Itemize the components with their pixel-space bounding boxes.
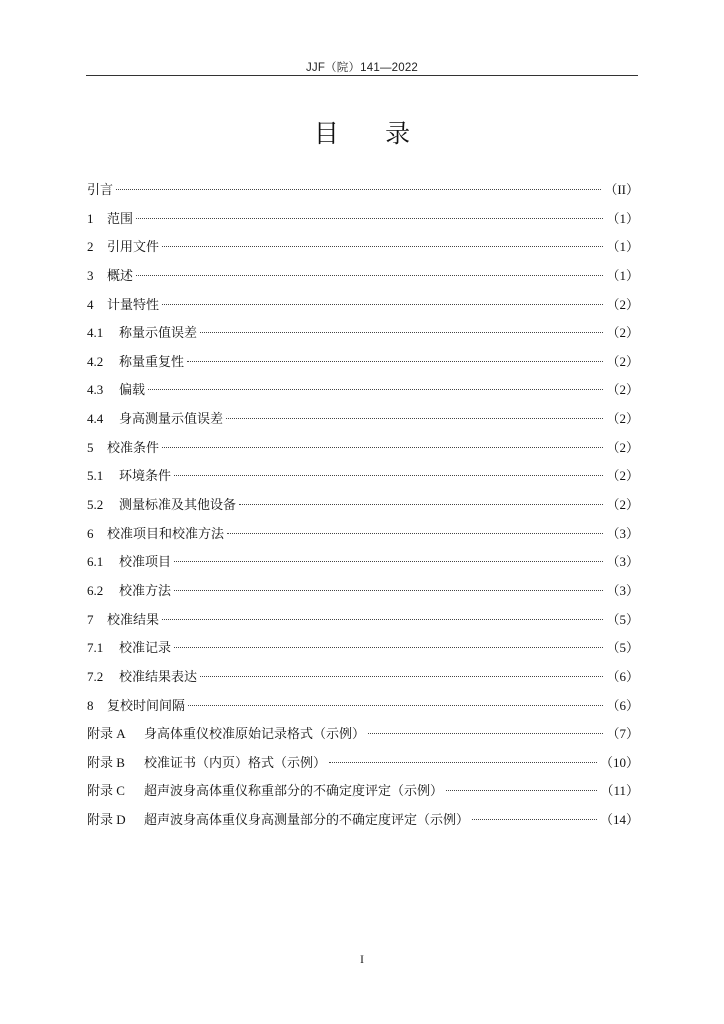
toc-entry-label bbox=[87, 810, 469, 830]
toc-entry-label bbox=[87, 380, 145, 400]
toc-entry-title: 引用文件 bbox=[107, 239, 160, 255]
toc-entry-title: 校准结果表达 bbox=[119, 668, 198, 684]
toc-leader bbox=[187, 361, 603, 362]
toc-entry-3[interactable] bbox=[87, 266, 639, 295]
toc-entry-1[interactable] bbox=[87, 209, 639, 238]
toc-entry-label bbox=[87, 781, 443, 801]
toc-entry-number: 1 bbox=[87, 210, 94, 226]
toc-entry-title: 称量重复性 bbox=[119, 353, 185, 369]
toc-entry-4-3[interactable] bbox=[87, 380, 639, 409]
toc-entry-4-1[interactable] bbox=[87, 323, 639, 352]
toc-leader bbox=[446, 790, 597, 791]
toc-entry-title: 校准条件 bbox=[107, 439, 160, 455]
toc-entry-number: 附录 B bbox=[87, 754, 125, 770]
toc-entry-title: 计量特性 bbox=[107, 296, 160, 312]
header-rule bbox=[86, 75, 638, 76]
toc-entry-label bbox=[87, 209, 133, 229]
toc-leader bbox=[200, 676, 603, 677]
toc-entry-title: 校准方法 bbox=[119, 582, 172, 598]
toc-entry-label bbox=[87, 667, 197, 687]
toc-entry-6[interactable] bbox=[87, 524, 639, 553]
toc-entry-number: 6 bbox=[87, 525, 94, 541]
toc-entry-7-2[interactable] bbox=[87, 667, 639, 696]
toc-entry-title: 校准项目和校准方法 bbox=[107, 525, 225, 541]
table-of-contents bbox=[87, 180, 639, 839]
toc-entry-page: （3） bbox=[606, 525, 639, 541]
toc-leader bbox=[227, 533, 603, 534]
toc-entry-label bbox=[87, 552, 171, 572]
toc-entry-page: （6） bbox=[606, 697, 639, 713]
toc-entry-number: 5 bbox=[87, 439, 94, 455]
toc-entry-title: 校准证书（内页）格式（示例） bbox=[144, 754, 327, 770]
toc-entry-page: （5） bbox=[606, 611, 639, 627]
toc-entry-appendix-b[interactable] bbox=[87, 753, 639, 782]
toc-entry-4-2[interactable] bbox=[87, 352, 639, 381]
toc-entry-label bbox=[87, 295, 159, 315]
toc-entry-number: 6.2 bbox=[87, 582, 104, 598]
toc-entry-label bbox=[87, 724, 365, 744]
toc-entry-5-1[interactable] bbox=[87, 466, 639, 495]
toc-entry-page: （5） bbox=[606, 640, 639, 656]
toc-entry-page: （3） bbox=[606, 582, 639, 598]
toc-entry-number: 4.1 bbox=[87, 325, 104, 341]
toc-entry-label bbox=[87, 352, 184, 372]
toc-leader bbox=[162, 619, 603, 620]
toc-entry-label bbox=[87, 409, 223, 429]
toc-entry-title: 身高体重仪校准原始记录格式（示例） bbox=[144, 726, 366, 742]
toc-entry-number: 4 bbox=[87, 296, 94, 312]
toc-leader bbox=[136, 275, 603, 276]
toc-entry-number: 5.1 bbox=[87, 468, 104, 484]
standard-code: JJF（院）141—2022 bbox=[305, 62, 419, 74]
toc-entry-4-4[interactable] bbox=[87, 409, 639, 438]
toc-entry-page: （14） bbox=[599, 812, 639, 828]
toc-entry-number: 附录 A bbox=[87, 726, 126, 742]
toc-entry-page: （2） bbox=[606, 411, 639, 427]
toc-entry-page: （II） bbox=[604, 182, 639, 197]
toc-entry-title: 称量示值误差 bbox=[119, 325, 198, 341]
toc-entry-appendix-a[interactable] bbox=[87, 724, 639, 753]
toc-entry-page: （2） bbox=[606, 497, 639, 513]
toc-leader bbox=[174, 647, 603, 648]
toc-entry-number: 5.2 bbox=[87, 497, 104, 513]
toc-entry-5-2[interactable] bbox=[87, 495, 639, 524]
toc-entry-8[interactable] bbox=[87, 696, 639, 725]
toc-entry-label bbox=[87, 438, 159, 458]
toc-entry-label bbox=[87, 524, 224, 544]
toc-entry-page: （2） bbox=[606, 439, 639, 455]
toc-entry-number: 4.4 bbox=[87, 411, 104, 427]
toc-entry-2[interactable] bbox=[87, 237, 639, 266]
toc-leader bbox=[162, 246, 603, 247]
toc-entry-number: 6.1 bbox=[87, 554, 104, 570]
toc-entry-title: 测量标准及其他设备 bbox=[119, 497, 237, 513]
toc-leader bbox=[329, 762, 597, 763]
toc-entry-7-1[interactable] bbox=[87, 638, 639, 667]
toc-entry-6-1[interactable] bbox=[87, 552, 639, 581]
toc-entry-number: 4.2 bbox=[87, 353, 104, 369]
toc-entry-5[interactable] bbox=[87, 438, 639, 467]
toc-entry-number: 7.2 bbox=[87, 668, 104, 684]
toc-entry-title: 超声波身高体重仪身高测量部分的不确定度评定（示例） bbox=[144, 812, 470, 828]
toc-entry-page: （2） bbox=[606, 353, 639, 369]
toc-entry-page: （1） bbox=[606, 239, 639, 255]
toc-leader bbox=[188, 705, 603, 706]
toc-entry-page: （7） bbox=[606, 726, 639, 742]
toc-entry-label bbox=[87, 495, 236, 515]
toc-leader bbox=[148, 389, 603, 390]
toc-entry-page: （2） bbox=[606, 325, 639, 341]
toc-entry-page: （1） bbox=[606, 267, 639, 283]
page-number: I bbox=[360, 952, 364, 966]
toc-leader bbox=[162, 304, 603, 305]
toc-entry-title: 复校时间间隔 bbox=[107, 697, 186, 713]
toc-entry-page: （2） bbox=[606, 468, 639, 484]
toc-entry-label bbox=[87, 237, 159, 257]
toc-leader bbox=[136, 218, 603, 219]
toc-leader bbox=[226, 418, 603, 419]
page-title: 目 录 bbox=[313, 121, 431, 148]
toc-entry-label bbox=[87, 638, 171, 658]
toc-entry-page: （1） bbox=[606, 210, 639, 226]
toc-entry-7[interactable] bbox=[87, 610, 639, 639]
toc-leader bbox=[162, 447, 603, 448]
toc-entry-page: （10） bbox=[599, 754, 639, 770]
toc-entry-title: 范围 bbox=[107, 210, 134, 226]
toc-leader bbox=[239, 504, 603, 505]
toc-entry-label bbox=[87, 696, 185, 716]
toc-leader bbox=[174, 590, 603, 591]
toc-entry-number: 2 bbox=[87, 239, 94, 255]
toc-entry-appendix-c[interactable] bbox=[87, 781, 639, 810]
toc-entry-title: 超声波身高体重仪称重部分的不确定度评定（示例） bbox=[144, 783, 444, 799]
toc-leader bbox=[368, 733, 603, 734]
toc-entry-4[interactable] bbox=[87, 295, 639, 324]
toc-entry-number: 4.3 bbox=[87, 382, 104, 398]
toc-entry-label bbox=[87, 266, 133, 286]
toc-entry-title: 概述 bbox=[107, 267, 134, 283]
toc-entry-number: 附录 C bbox=[87, 783, 125, 799]
toc-entry-page: （11） bbox=[600, 783, 639, 799]
toc-entry-intro[interactable] bbox=[87, 180, 639, 209]
toc-entry-title: 校准结果 bbox=[107, 611, 160, 627]
toc-entry-title: 校准项目 bbox=[119, 554, 172, 570]
toc-leader bbox=[174, 475, 603, 476]
toc-entry-title: 偏载 bbox=[119, 382, 146, 398]
toc-entry-number: 3 bbox=[87, 267, 94, 283]
toc-entry-label bbox=[87, 753, 326, 773]
toc-leader bbox=[116, 189, 601, 190]
toc-entry-number: 7.1 bbox=[87, 640, 104, 656]
toc-entry-label bbox=[87, 610, 159, 630]
toc-entry-label bbox=[87, 323, 197, 343]
toc-entry-number: 7 bbox=[87, 611, 94, 627]
toc-entry-page: （6） bbox=[606, 668, 639, 684]
toc-entry-label bbox=[87, 466, 171, 486]
toc-entry-page: （3） bbox=[606, 554, 639, 570]
toc-entry-appendix-d[interactable] bbox=[87, 810, 639, 839]
toc-entry-number: 附录 D bbox=[87, 812, 126, 828]
toc-leader bbox=[200, 332, 603, 333]
toc-entry-page: （2） bbox=[606, 382, 639, 398]
toc-entry-label bbox=[87, 180, 113, 200]
toc-leader bbox=[174, 561, 603, 562]
toc-entry-title: 引言 bbox=[87, 182, 114, 197]
toc-entry-title: 校准记录 bbox=[119, 640, 172, 656]
toc-entry-number: 8 bbox=[87, 697, 94, 713]
toc-entry-label bbox=[87, 581, 171, 601]
toc-entry-page: （2） bbox=[606, 296, 639, 312]
toc-entry-title: 环境条件 bbox=[119, 468, 172, 484]
toc-entry-title: 身高测量示值误差 bbox=[119, 411, 224, 427]
toc-leader bbox=[472, 819, 597, 820]
toc-entry-6-2[interactable] bbox=[87, 581, 639, 610]
